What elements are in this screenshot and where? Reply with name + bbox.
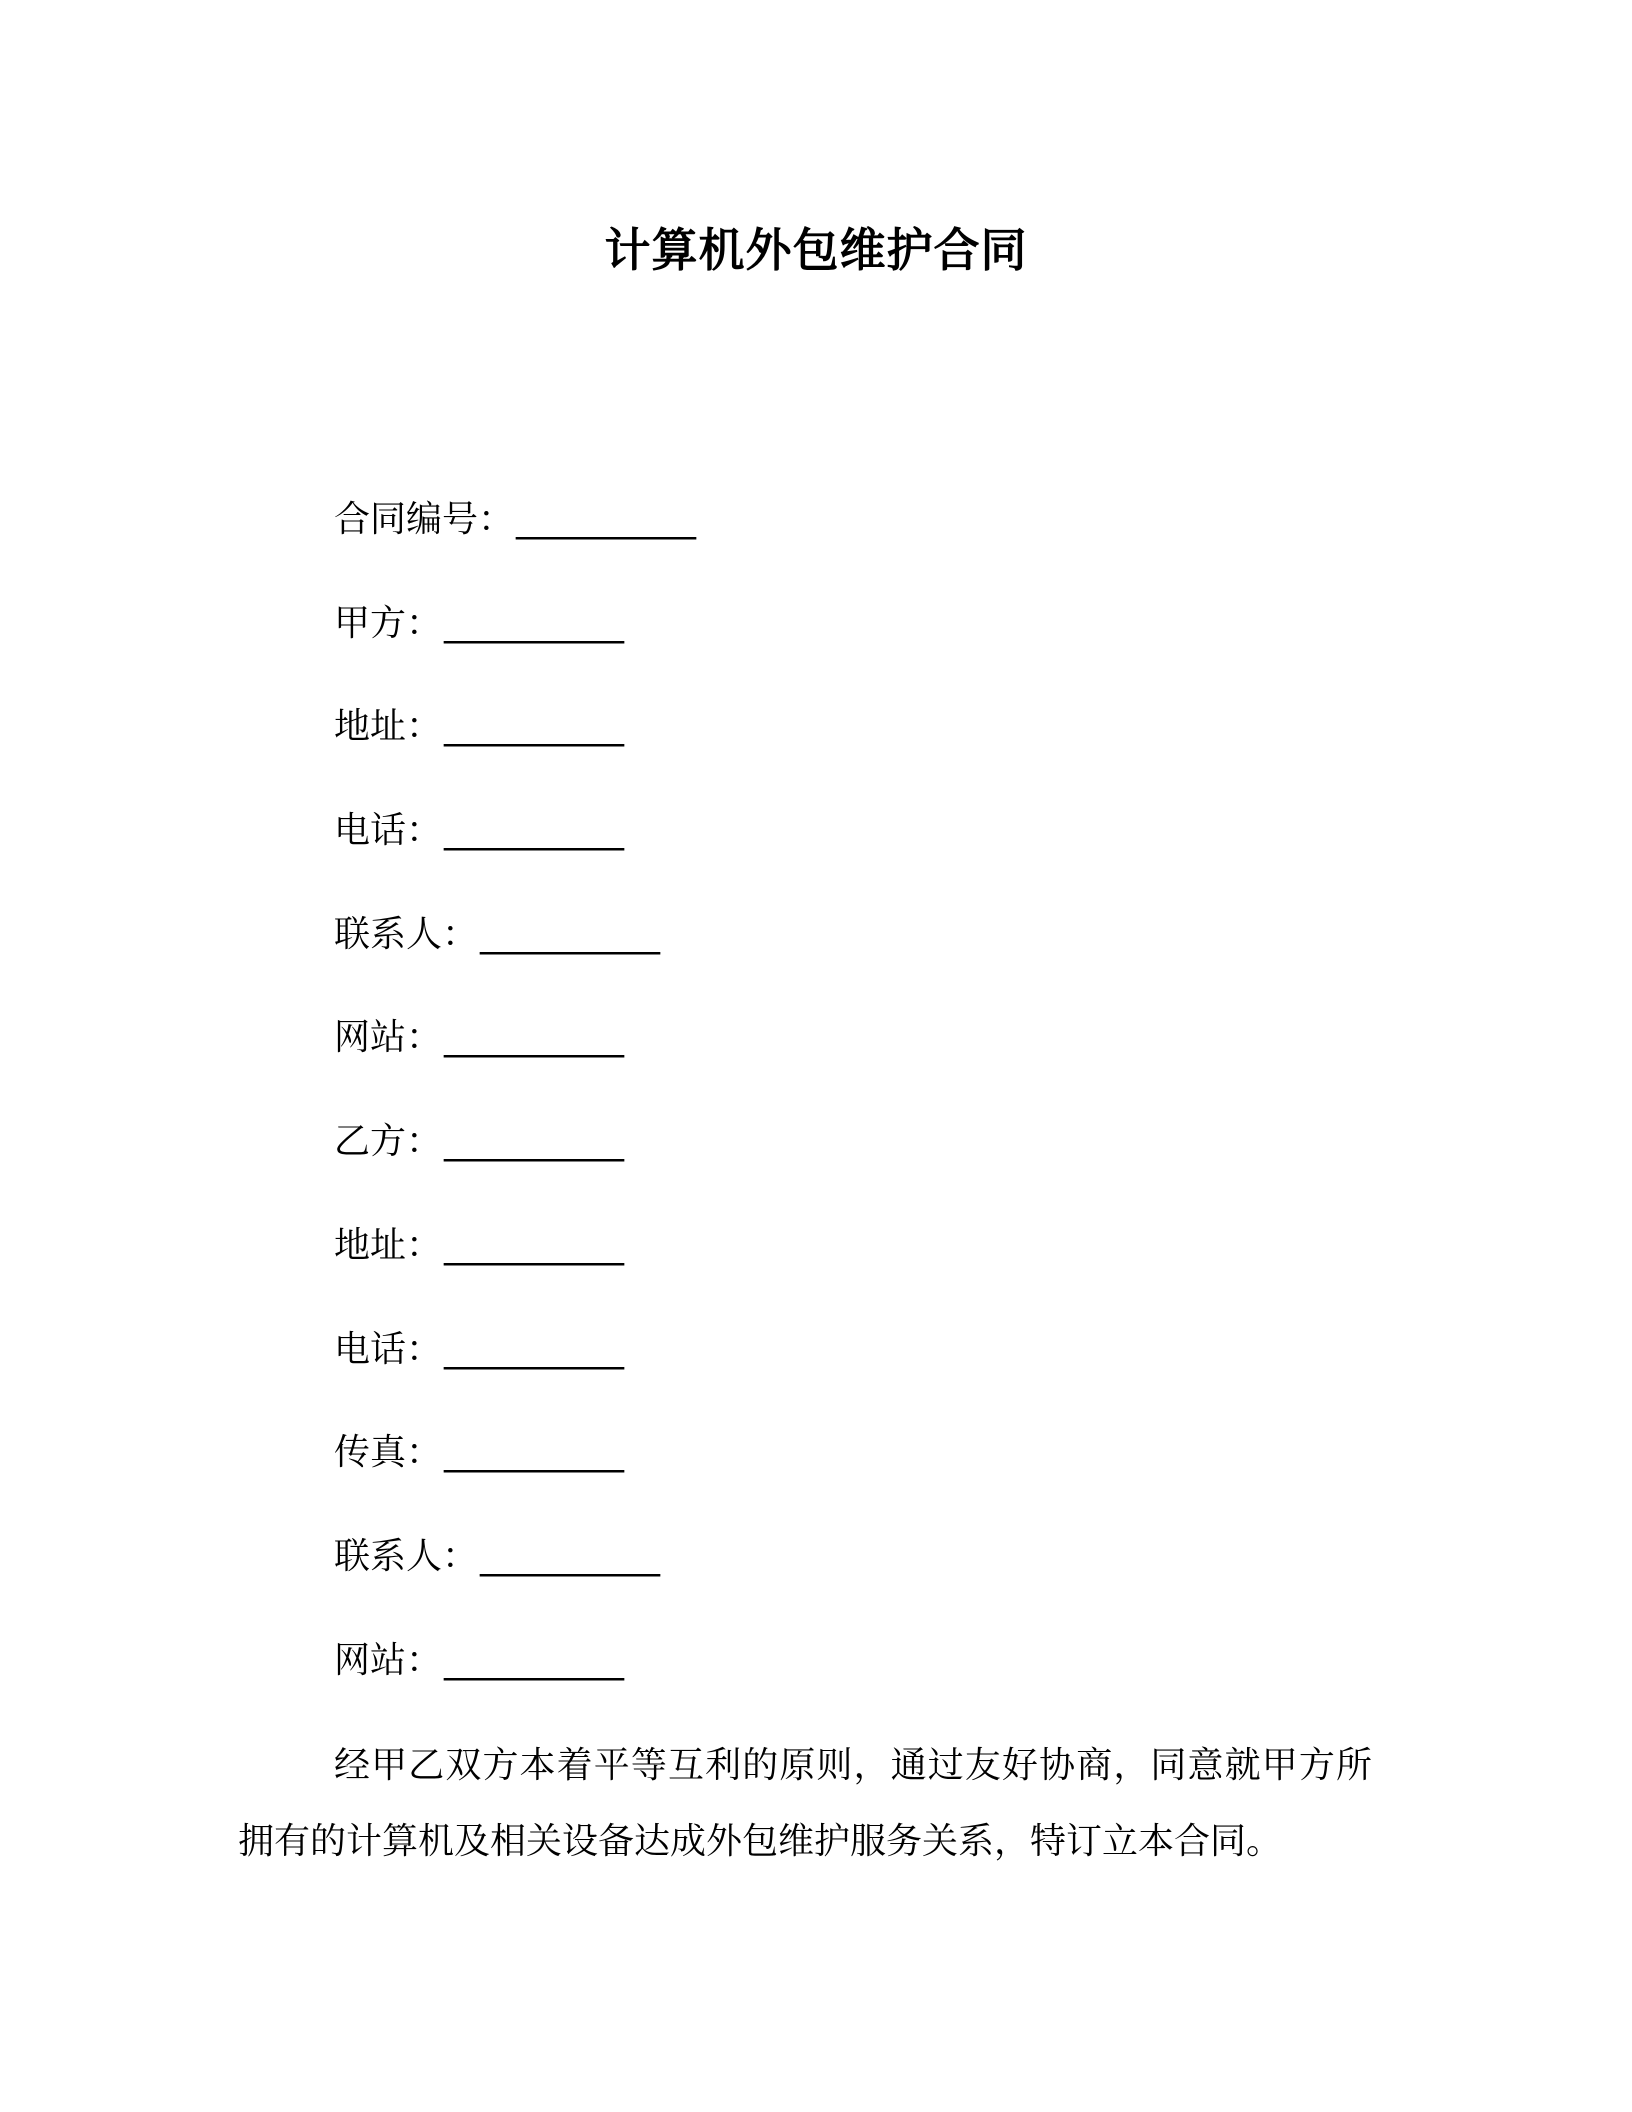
field-label: 联系人： bbox=[334, 913, 479, 955]
field-label: 地址： bbox=[334, 706, 443, 748]
field-blank-line: __________ bbox=[444, 1121, 625, 1163]
field-party-a bbox=[334, 594, 696, 698]
field-label: 联系人： bbox=[334, 1535, 479, 1577]
field-contract-number bbox=[334, 490, 696, 594]
field-blank-line: __________ bbox=[480, 1535, 661, 1577]
field-label: 甲方： bbox=[334, 602, 443, 644]
field-label: 网站： bbox=[334, 1639, 443, 1681]
field-blank-line: __________ bbox=[444, 1224, 625, 1266]
field-blank-line: __________ bbox=[516, 499, 697, 540]
field-label: 传真： bbox=[334, 1432, 443, 1474]
field-party-b-contact bbox=[334, 1527, 696, 1631]
field-party-b-address bbox=[334, 1216, 696, 1320]
intro-paragraph: 经甲乙双方本着平等互利的原则，通过友好协商，同意就甲方所拥有的计算机及相关设备达成外包维护服务关系，特订立本合同。 bbox=[238, 1745, 1372, 1862]
field-party-a-website bbox=[334, 1008, 696, 1112]
field-blank-line: __________ bbox=[444, 1017, 625, 1059]
field-label: 电话： bbox=[334, 1328, 443, 1370]
field-party-b-website bbox=[334, 1631, 696, 1735]
field-label: 地址： bbox=[334, 1224, 443, 1266]
field-blank-line: __________ bbox=[444, 706, 625, 748]
field-blank-line: __________ bbox=[444, 1432, 625, 1474]
field-label: 电话： bbox=[334, 810, 443, 852]
field-label: 乙方： bbox=[334, 1121, 443, 1163]
field-party-b-fax bbox=[334, 1423, 696, 1527]
field-party-a-contact bbox=[334, 905, 696, 1009]
document-title: 计算机外包维护合同 bbox=[604, 223, 1028, 277]
field-blank-line: __________ bbox=[480, 913, 661, 955]
field-label: 网站： bbox=[334, 1017, 443, 1059]
field-party-a-address bbox=[334, 697, 696, 801]
contract-fields bbox=[334, 490, 696, 1734]
field-label: 合同编号： bbox=[334, 499, 515, 540]
field-blank-line: __________ bbox=[444, 1639, 625, 1681]
field-blank-line: __________ bbox=[444, 810, 625, 852]
field-party-a-phone bbox=[334, 801, 696, 905]
field-party-b bbox=[334, 1112, 696, 1216]
field-blank-line: __________ bbox=[444, 1328, 625, 1370]
field-party-b-phone bbox=[334, 1320, 696, 1424]
field-blank-line: __________ bbox=[444, 602, 625, 644]
